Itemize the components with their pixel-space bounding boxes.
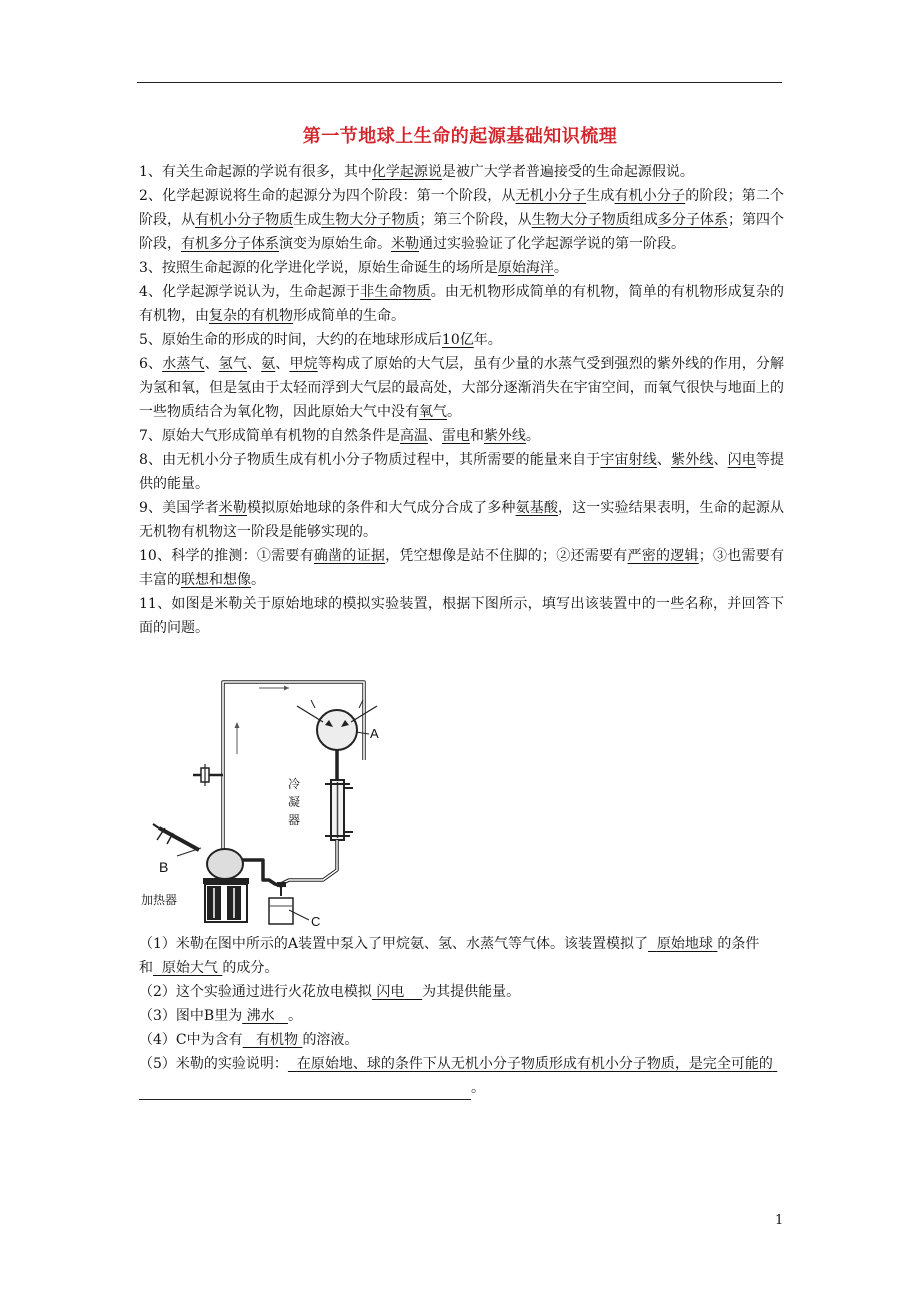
label-b: B — [159, 859, 169, 875]
answer-text: 紫外线 — [483, 428, 526, 444]
item-text: 、 — [427, 428, 442, 444]
knowledge-item — [139, 256, 784, 280]
q2-answer: 闪电 — [376, 984, 405, 1000]
q4-text-2: 的溶液。 — [302, 1032, 359, 1048]
answer-text: 氨 — [261, 356, 276, 372]
answer-text: 有机小分子 — [614, 188, 686, 204]
answer-text: 雷电 — [441, 428, 470, 444]
item-text: 生成 — [586, 188, 615, 204]
answer-text: 高温 — [399, 428, 428, 444]
q2-text-2: 为其提供能量。 — [422, 984, 521, 1000]
knowledge-item — [139, 544, 784, 592]
item-text: ，凭空想像是站不住脚的；②还需要有 — [385, 548, 628, 564]
item-text: 、 — [275, 356, 290, 372]
q3-text: （3）图中B里为 — [139, 1008, 243, 1024]
item-text: 模拟原始地球的条件和大气成分合成了多种 — [247, 500, 516, 516]
knowledge-item — [139, 448, 784, 496]
q2-text: （2）这个实验通过进行火花放电模拟 — [139, 984, 372, 1000]
q3-answer: 沸水 — [246, 1008, 275, 1024]
item-text: ，这一实验结果表明，生命的起源从无机物有机物这一阶段是能够实现的。 — [139, 500, 785, 540]
q5-text-2: 。 — [471, 1080, 485, 1096]
item-text: 3、按照生命起源的化学进化学说，原始生命诞生的场所是 — [139, 260, 498, 276]
item-text: 的阶段；第二个阶段，从 — [139, 188, 785, 228]
answer-text: 有机多分子体系 — [181, 236, 279, 252]
item-text: 7、原始大气形成简单有机物的自然条件是 — [139, 428, 400, 444]
item-text: 。由无机物形成简单的有机物，简单的有机物形成复杂的有机物，由 — [139, 284, 785, 324]
q1-answer-1: 原始地球 — [656, 936, 713, 952]
item-text: ；③也需要有丰富的 — [139, 548, 785, 588]
q1-text: （1）米勒在图中所示的A装置中泵入了甲烷氨、氢、水蒸气等气体。该装置模拟了 — [139, 936, 649, 952]
answer-text: 氧气 — [419, 404, 447, 420]
answer-text: 化学起源说 — [371, 164, 442, 180]
knowledge-item — [139, 328, 784, 352]
answer-text: 生物大分子物质 — [321, 212, 420, 228]
question-1 — [139, 932, 784, 980]
q1-text-3: 的成分。 — [222, 960, 279, 976]
knowledge-item — [139, 352, 784, 424]
answer-text: 甲烷 — [289, 356, 318, 372]
answer-text: 10亿 — [441, 332, 474, 348]
knowledge-item — [139, 184, 784, 256]
item-text: 。 — [525, 428, 540, 444]
item-text: 6、 — [139, 356, 163, 372]
item-text: 。 — [251, 572, 265, 588]
q4-text: （4）C中为含有 — [139, 1032, 243, 1048]
beaker-c — [269, 898, 293, 924]
item-text: 。 — [553, 260, 568, 276]
item-text: 组成 — [629, 212, 658, 228]
heater-label: 加热器 — [141, 893, 178, 907]
item-text: 通过实验验证了化学起源学说的第一阶段。 — [419, 236, 685, 252]
q5-text: （5）米勒的实验说明： — [139, 1056, 288, 1072]
answer-text: 米勒 — [391, 236, 419, 252]
answer-text: 复杂的有机物 — [209, 308, 293, 324]
condenser-label-1: 冷 — [288, 777, 301, 791]
q5-blank — [139, 1081, 471, 1100]
page-number: 1 — [775, 1213, 784, 1228]
knowledge-list — [139, 160, 784, 640]
item-text: 年。 — [473, 332, 502, 348]
item-text: 生成 — [293, 212, 322, 228]
q4-answer: 有机物 — [255, 1032, 298, 1048]
item-text: 、 — [656, 452, 672, 468]
answer-text: 无机小分子 — [515, 188, 587, 204]
answer-text: 确凿的证据 — [313, 548, 386, 564]
label-a: A — [370, 726, 379, 741]
item-text: 是被广大学者普遍接受的生命起源假说。 — [441, 164, 694, 180]
questions — [139, 932, 784, 1100]
item-text: 演变为原始生命。 — [279, 236, 391, 252]
knowledge-item — [139, 496, 784, 544]
item-text: 等构成了原始的大气层，虽有少量的水蒸气受到强烈的紫外线的作用，分解为氢和氧，但是氢由于太轻而浮到大气层的最高处，大部分逐渐消失在宇宙空间，而氧气很快与地面上的一些物质结合为氧化物，因此原始大气中没有 — [139, 356, 785, 420]
answer-text: 联想和想像 — [181, 572, 251, 588]
answer-text: 多分子体系 — [657, 212, 728, 228]
question-4 — [139, 1028, 784, 1052]
question-3 — [139, 1004, 784, 1028]
answer-text: 氨基酸 — [515, 500, 558, 516]
item-text: 。 — [447, 404, 461, 420]
answer-text: 非生命物质 — [360, 284, 431, 300]
answer-text: 水蒸气 — [162, 356, 205, 372]
answer-text: 严密的逻辑 — [627, 548, 699, 564]
item-text: 、 — [713, 452, 728, 468]
flask-b — [207, 849, 243, 879]
item-text: 1、有关生命起源的学说有很多，其中 — [139, 164, 372, 180]
condenser-label-3: 器 — [288, 813, 301, 827]
item-text: 2、化学起源说将生命的起源分为四个阶段：第一个阶段，从 — [139, 188, 516, 204]
knowledge-item — [139, 160, 784, 184]
item-text: 、 — [204, 356, 219, 372]
answer-text: 紫外线 — [671, 452, 714, 468]
answer-text: 氢气 — [218, 356, 248, 372]
item-text: 、 — [247, 356, 262, 372]
condenser-label-2: 凝 — [288, 795, 301, 809]
item-text: 9、美国学者 — [139, 500, 219, 516]
item-text: 等提供的能量。 — [139, 452, 785, 492]
header-rule — [137, 82, 782, 83]
answer-text: 原始海洋 — [497, 260, 554, 276]
answer-text: 有机小分子物质 — [195, 212, 294, 228]
item-text: ；第三个阶段，从 — [419, 212, 532, 228]
item-text: 8、由无机小分子物质生成有机小分子物质过程中，其所需要的能量来自于 — [139, 452, 601, 468]
item-text: 和 — [469, 428, 484, 444]
knowledge-item — [139, 280, 784, 328]
answer-text: 生物大分子物质 — [531, 212, 630, 228]
q1-answer-2: 原始大气 — [161, 960, 218, 976]
item-text: 10、科学的推测：①需要有 — [139, 548, 314, 564]
item-text: 形成简单的生命。 — [293, 308, 405, 324]
answer-text: 米勒 — [218, 500, 247, 516]
label-c: C — [311, 914, 321, 929]
page-title: 第一节地球上生命的起源基础知识梳理 — [302, 126, 618, 147]
answer-text: 宇宙射线 — [600, 452, 657, 468]
question-2 — [139, 980, 784, 1004]
knowledge-item — [139, 424, 784, 448]
question-5 — [139, 1052, 784, 1100]
item-text: 11、如图是米勒关于原始地球的模拟实验装置，根据下图所示，填写出该装置中的一些名称，并回答下面的问题。 — [139, 596, 784, 636]
answer-text: 闪电 — [727, 452, 756, 468]
knowledge-item — [139, 592, 784, 640]
miller-apparatus-figure — [139, 670, 379, 932]
q5-answer: 在原始地、球的条件下从无机小分子物质形成有机小分子物质，是完全可能的 — [296, 1056, 773, 1072]
q3-text-2: 。 — [288, 1008, 303, 1024]
q1-text-2: 的条件和 — [139, 936, 760, 976]
item-text: ；第四个阶段， — [139, 212, 785, 252]
item-text: 4、化学起源学说认为，生命起源于 — [139, 284, 361, 300]
item-text: 5、原始生命的形成的时间，大约的在地球形成后 — [139, 332, 442, 348]
flask-a — [317, 710, 357, 750]
